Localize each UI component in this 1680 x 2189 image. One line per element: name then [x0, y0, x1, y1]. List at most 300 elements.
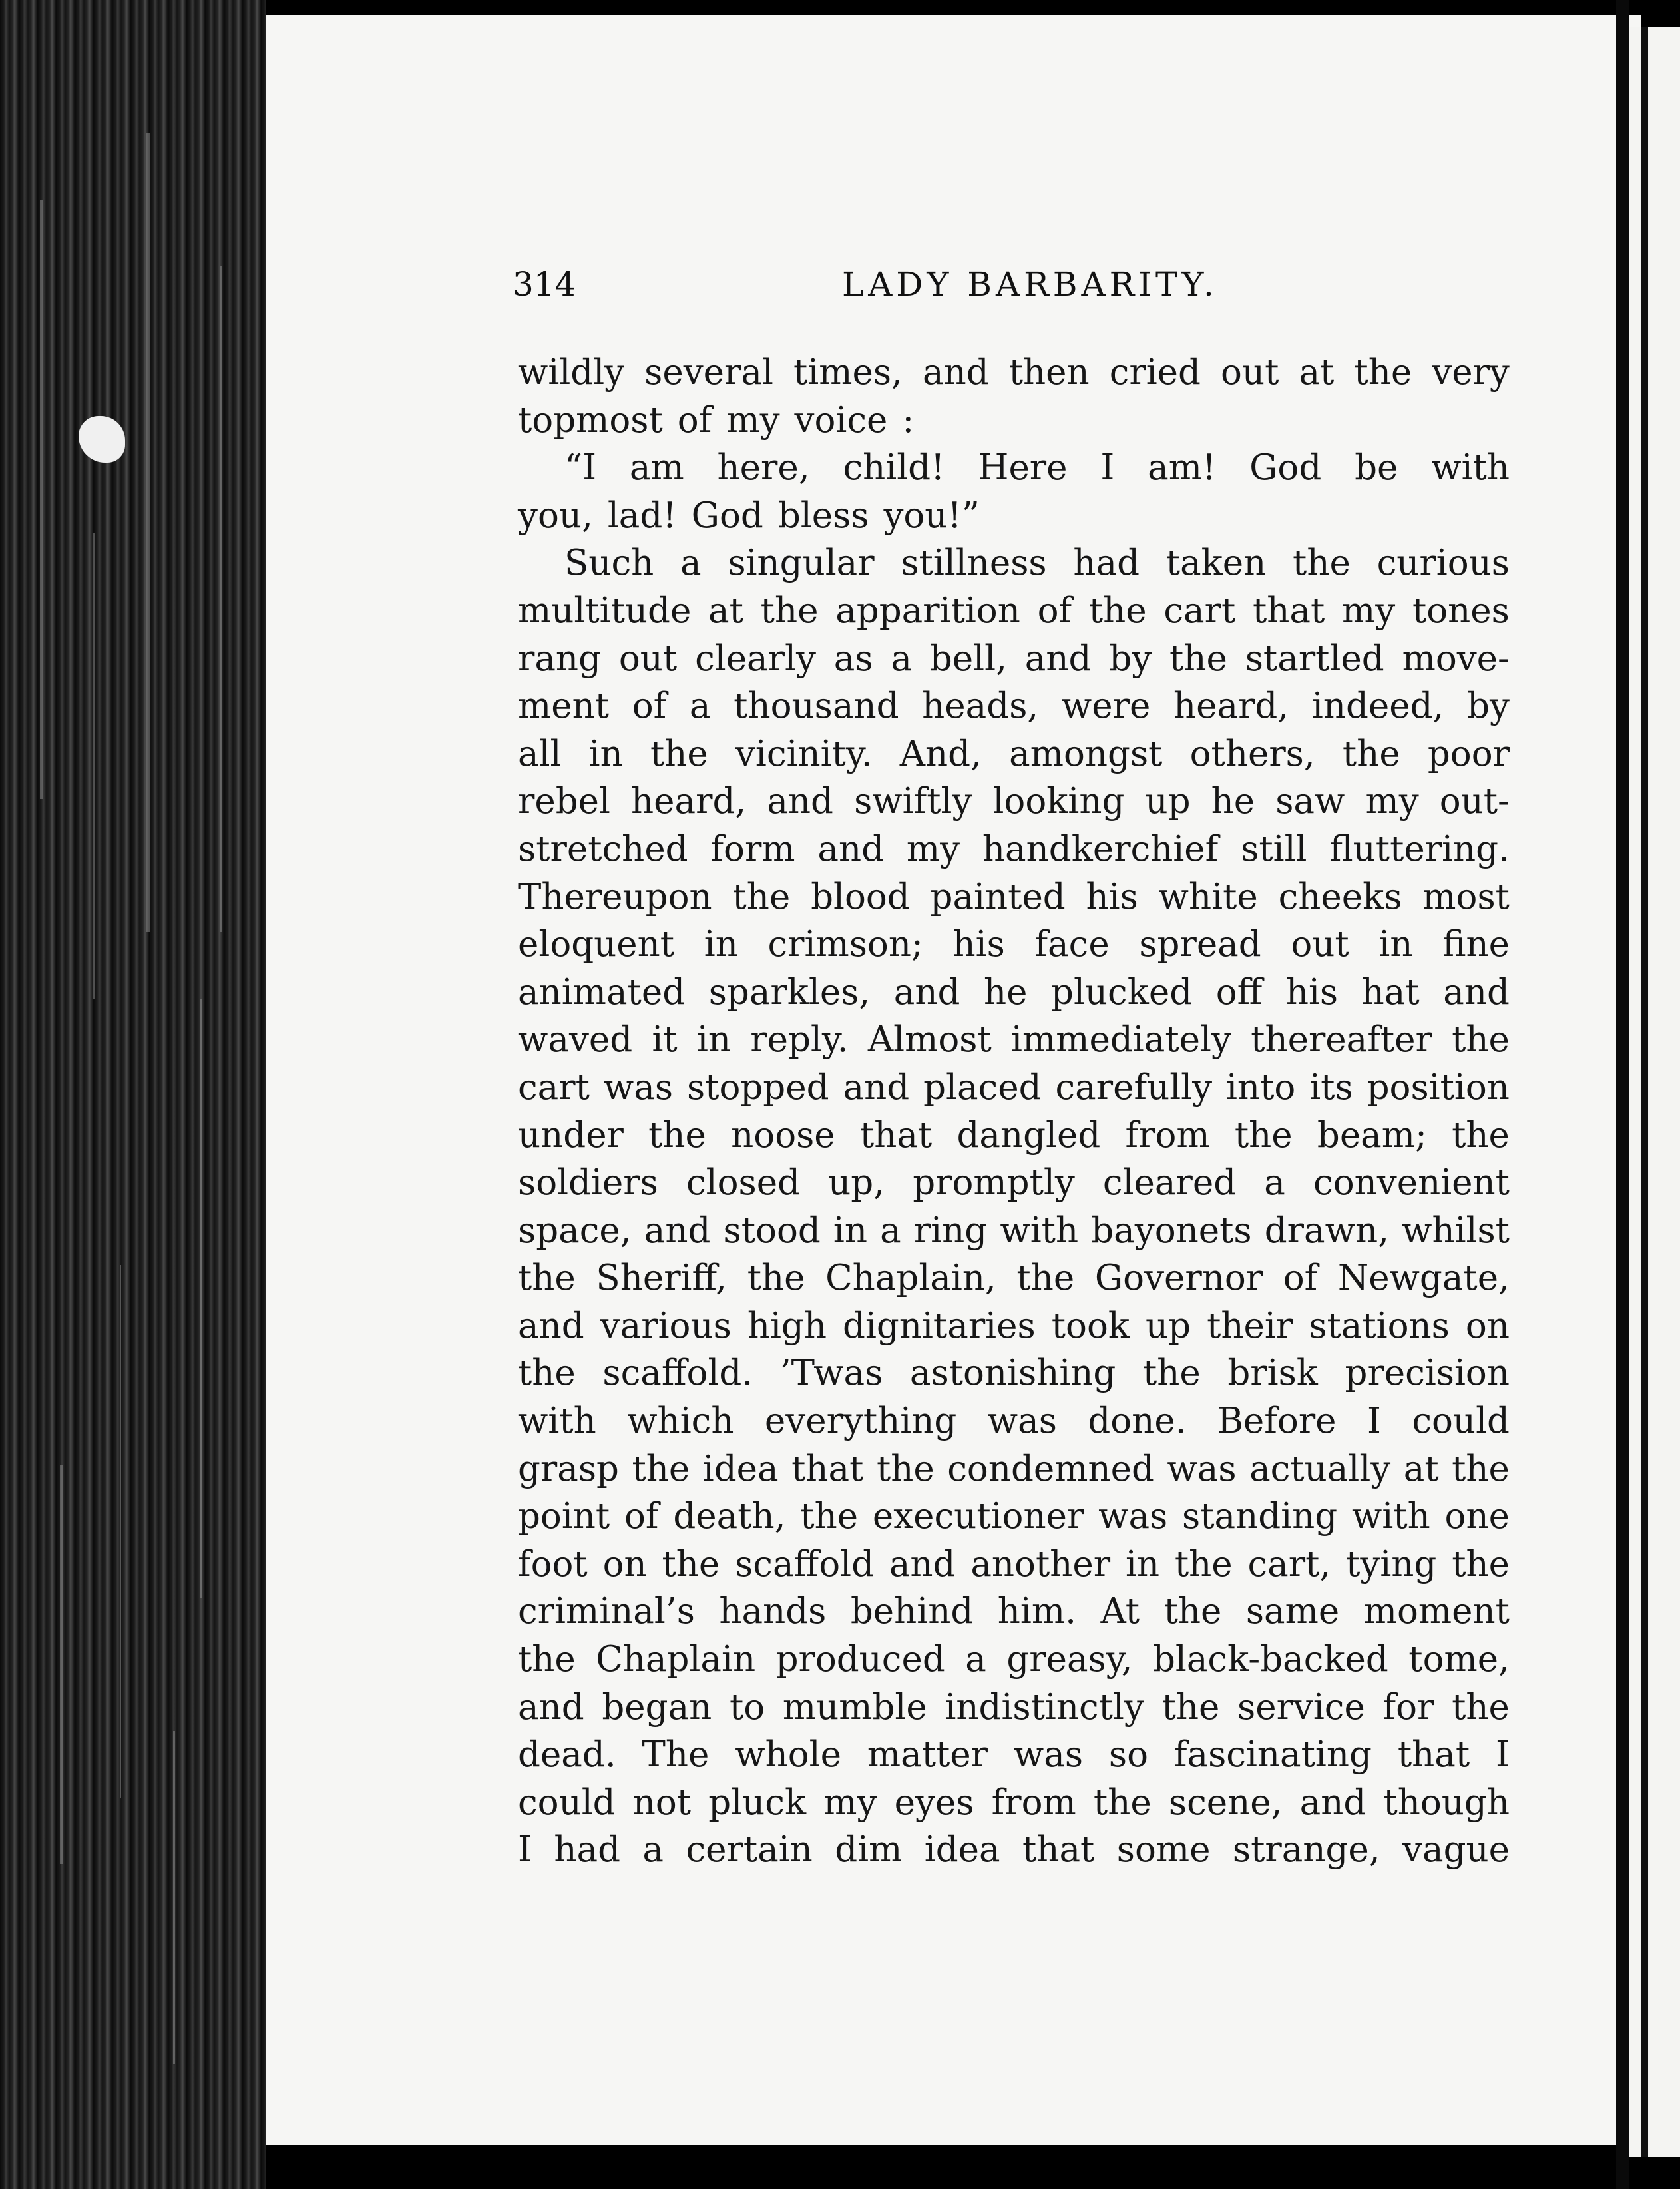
word: Thereupon — [518, 876, 712, 917]
word: of — [632, 686, 667, 727]
word: a — [680, 543, 702, 584]
word: in — [704, 924, 738, 965]
word: fluttering. — [1329, 828, 1510, 869]
word: by — [1467, 686, 1510, 727]
word: scaffold — [735, 1543, 874, 1584]
text-line — [518, 635, 1510, 683]
word: stations — [1309, 1305, 1450, 1346]
word: same — [1245, 1591, 1340, 1632]
word: produced — [775, 1639, 945, 1680]
text-line — [518, 1207, 1510, 1255]
word: stopped — [686, 1067, 829, 1108]
word: placed — [923, 1067, 1042, 1108]
word: astonishing — [909, 1353, 1116, 1394]
word: up — [1145, 781, 1191, 822]
word: began — [602, 1686, 712, 1728]
word: of — [624, 1496, 659, 1537]
word: certain — [686, 1829, 813, 1871]
word: bless — [777, 495, 869, 536]
text-line — [518, 730, 1510, 778]
word: several — [644, 352, 773, 393]
word: plucked — [1051, 971, 1193, 1013]
text-line — [518, 1159, 1510, 1207]
word: foot — [518, 1543, 588, 1584]
text-line — [518, 1731, 1510, 1779]
word: he — [1211, 781, 1255, 822]
word: Almost — [867, 1019, 992, 1061]
word: child! — [843, 447, 945, 489]
word: was — [1013, 1734, 1084, 1776]
word: God — [691, 495, 763, 536]
word: done. — [1088, 1401, 1187, 1442]
word: that — [1022, 1829, 1095, 1871]
word: on — [602, 1543, 647, 1584]
word: Chaplain — [596, 1639, 756, 1680]
word: waved — [518, 1019, 633, 1061]
word: and — [1299, 1782, 1366, 1823]
word: immediately — [1011, 1019, 1231, 1061]
word: in — [1378, 924, 1413, 965]
word: which — [627, 1401, 734, 1442]
word: that — [859, 1114, 933, 1156]
word: had — [1073, 543, 1140, 584]
word: my — [1342, 590, 1396, 631]
word: standing — [1182, 1496, 1338, 1537]
word: you!” — [883, 495, 980, 536]
word: here, — [717, 447, 810, 489]
word: out- — [1439, 781, 1510, 822]
word: could — [518, 1782, 616, 1823]
word: from — [1125, 1114, 1210, 1156]
word: am — [629, 447, 684, 489]
edge-streak — [60, 1465, 63, 1864]
word: saw — [1275, 781, 1345, 822]
word: the — [1452, 1686, 1510, 1728]
word: scaffold. — [602, 1353, 753, 1394]
word: stood — [723, 1210, 821, 1251]
word: was — [1098, 1496, 1168, 1537]
word: the — [1452, 1543, 1510, 1584]
word: some — [1116, 1829, 1211, 1871]
word: curious — [1376, 543, 1510, 584]
word: took — [1051, 1305, 1130, 1346]
word: cleared — [1102, 1162, 1237, 1204]
text-line — [518, 682, 1510, 730]
word: and — [893, 971, 960, 1013]
word: matter — [867, 1734, 988, 1776]
word: handkerchief — [982, 828, 1219, 869]
text-line — [518, 1493, 1510, 1541]
word: startled — [1245, 638, 1384, 679]
word: tying — [1346, 1543, 1437, 1584]
word: vicinity. — [735, 733, 873, 774]
word: cart — [518, 1067, 590, 1108]
body-text — [518, 349, 1510, 1874]
word: convenient — [1313, 1162, 1510, 1204]
word: was — [987, 1401, 1057, 1442]
word: and — [922, 352, 989, 393]
text-line — [518, 778, 1510, 826]
word: multitude — [518, 590, 692, 631]
word: actually — [1249, 1448, 1391, 1489]
word: with — [518, 1401, 596, 1442]
word: could — [1412, 1401, 1510, 1442]
word: position — [1366, 1067, 1510, 1108]
word: amongst — [1009, 733, 1163, 774]
word: the — [1354, 352, 1412, 393]
word: Here — [978, 447, 1068, 489]
word: And, — [899, 733, 982, 774]
word: move- — [1402, 638, 1510, 679]
word: I — [1366, 1401, 1381, 1442]
word: on — [1465, 1305, 1510, 1346]
text-line — [518, 587, 1510, 635]
word: fascinating — [1173, 1734, 1372, 1776]
word: dangled — [956, 1114, 1101, 1156]
word: mumble — [782, 1686, 927, 1728]
word: beam; — [1317, 1114, 1427, 1156]
word: whole — [735, 1734, 841, 1776]
word: black-backed — [1152, 1639, 1388, 1680]
word: Such — [564, 543, 654, 584]
word: the — [1142, 1353, 1201, 1394]
word: stillness — [901, 543, 1047, 584]
page-header — [513, 265, 1511, 318]
running-title: LADY BARBARITY. — [842, 265, 1218, 304]
text-line — [518, 1826, 1510, 1874]
word: that — [1252, 590, 1325, 631]
word: Before — [1217, 1401, 1337, 1442]
text-line — [518, 1541, 1510, 1588]
word: as — [833, 638, 873, 679]
word: another — [970, 1543, 1111, 1584]
word: greasy, — [1006, 1639, 1133, 1680]
word: was — [603, 1067, 674, 1108]
word: up — [1146, 1305, 1191, 1346]
word: the — [518, 1639, 576, 1680]
word: dead. — [518, 1734, 616, 1776]
word: the — [760, 590, 819, 631]
word: and — [518, 1305, 584, 1346]
adjacent-page-edge — [1629, 27, 1680, 2157]
page-number: 314 — [513, 265, 576, 304]
word: tones — [1412, 590, 1510, 631]
text-line — [518, 1684, 1510, 1732]
word: animated — [518, 971, 686, 1013]
word: its — [1309, 1067, 1353, 1108]
text-line — [518, 873, 1510, 921]
word: vague — [1402, 1829, 1510, 1871]
word: the — [632, 1448, 690, 1489]
word: sparkles, — [708, 971, 871, 1013]
text-line — [518, 1349, 1510, 1397]
word: dignitaries — [843, 1305, 1036, 1346]
word: off — [1215, 971, 1263, 1013]
word: bell, — [929, 638, 1007, 679]
word: into — [1225, 1067, 1296, 1108]
word: of — [677, 399, 712, 441]
word: a — [642, 1829, 664, 1871]
word: the — [648, 1114, 706, 1156]
word: heard, — [1173, 686, 1289, 727]
word: and — [817, 828, 885, 869]
text-line — [518, 1779, 1510, 1827]
word: carefully — [1055, 1067, 1213, 1108]
word: I — [1496, 1734, 1510, 1776]
word: under — [518, 1114, 624, 1156]
word: my — [823, 1782, 877, 1823]
word: “I — [564, 447, 597, 489]
word: am! — [1148, 447, 1217, 489]
word: heard, — [631, 781, 747, 822]
word: poor — [1427, 733, 1510, 774]
page-gutter — [1616, 0, 1629, 2189]
word: point — [518, 1496, 610, 1537]
word: a — [891, 638, 913, 679]
word: reply. — [750, 1019, 849, 1061]
word: and — [1443, 971, 1510, 1013]
word: you, — [518, 495, 593, 536]
text-line — [518, 1064, 1510, 1112]
word: precision — [1345, 1353, 1510, 1394]
word: behind — [850, 1591, 974, 1632]
text-line — [518, 826, 1510, 873]
word: the — [518, 1258, 576, 1299]
word: cheeks — [1278, 876, 1402, 917]
word: cart, — [1247, 1543, 1331, 1584]
word: a — [689, 686, 711, 727]
text-line — [518, 444, 1510, 492]
word: others, — [1189, 733, 1315, 774]
text-line — [518, 492, 1510, 540]
word: the — [1174, 1543, 1233, 1584]
edge-streak — [200, 999, 202, 1598]
word: that — [791, 1448, 864, 1489]
word: in — [696, 1019, 732, 1061]
word: and — [889, 1543, 956, 1584]
word: the — [650, 733, 708, 774]
word: in — [833, 1210, 868, 1251]
word: the — [1342, 733, 1400, 774]
word: swiftly — [854, 781, 972, 822]
word: Governor — [1094, 1258, 1263, 1299]
word: and — [1024, 638, 1092, 679]
word: Sheriff, — [596, 1258, 728, 1299]
word: one — [1444, 1496, 1510, 1537]
word: pluck — [708, 1782, 807, 1823]
word: the — [1452, 1019, 1510, 1061]
word: eyes — [894, 1782, 974, 1823]
word: painted — [930, 876, 1066, 917]
word: idea — [702, 1448, 779, 1489]
word: my — [906, 828, 960, 869]
word: crimson; — [767, 924, 923, 965]
word: lad! — [607, 495, 677, 536]
word: then — [1008, 352, 1090, 393]
book-edge — [0, 0, 266, 2189]
word: though — [1383, 1782, 1510, 1823]
edge-streak — [40, 200, 43, 799]
word: my — [726, 399, 780, 441]
word: heads, — [922, 686, 1039, 727]
word: at — [1299, 352, 1335, 393]
word: by — [1109, 638, 1152, 679]
word: drawn, — [1264, 1210, 1389, 1251]
word: his — [1086, 876, 1138, 917]
word: indistinctly — [945, 1686, 1144, 1728]
word: the — [1452, 1114, 1510, 1156]
edge-streak — [120, 1265, 121, 1798]
word: so — [1108, 1734, 1148, 1776]
word: very — [1432, 352, 1510, 393]
word: at — [708, 590, 743, 631]
word: the — [876, 1448, 935, 1489]
word: hat — [1361, 971, 1420, 1013]
word: apparition — [835, 590, 1020, 631]
word: wildly — [518, 352, 625, 393]
word: for — [1382, 1686, 1434, 1728]
edge-streak — [146, 133, 150, 932]
word: and — [518, 1686, 584, 1728]
word: moment — [1363, 1591, 1510, 1632]
word: cried — [1109, 352, 1201, 393]
word: I — [1100, 447, 1115, 489]
word: cart — [1163, 590, 1236, 631]
word: in — [1125, 1543, 1160, 1584]
word: spread — [1139, 924, 1261, 965]
word: the — [747, 1258, 805, 1299]
word: most — [1422, 876, 1510, 917]
word: the — [1016, 1258, 1075, 1299]
word: the — [1169, 638, 1227, 679]
word: voice — [794, 399, 888, 441]
word: criminal’s — [518, 1591, 695, 1632]
word: their — [1207, 1305, 1293, 1346]
word: thereafter — [1251, 1019, 1432, 1061]
word: At — [1100, 1591, 1140, 1632]
text-line — [518, 397, 1510, 445]
word: not — [632, 1782, 692, 1823]
word: at — [1403, 1448, 1439, 1489]
word: out — [1291, 924, 1349, 965]
word: with — [1352, 1496, 1430, 1537]
edge-streak — [173, 1731, 175, 2064]
word: his — [952, 924, 1005, 965]
word: and — [644, 1210, 711, 1251]
word: stretched — [518, 828, 688, 869]
word: high — [747, 1305, 827, 1346]
word: tome, — [1408, 1639, 1510, 1680]
word: executioner — [872, 1496, 1084, 1537]
word: rang — [518, 638, 601, 679]
text-line — [518, 539, 1510, 587]
word: be — [1355, 447, 1398, 489]
text-line — [518, 349, 1510, 397]
word: the — [662, 1543, 720, 1584]
edge-streak — [93, 533, 95, 999]
word: the — [1234, 1114, 1293, 1156]
word: the — [1452, 1448, 1510, 1489]
word: blood — [811, 876, 910, 917]
word: it — [652, 1019, 678, 1061]
word: bayonets — [1091, 1210, 1252, 1251]
word: whilst — [1402, 1210, 1510, 1251]
word: rebel — [518, 781, 610, 822]
word: a — [1264, 1162, 1285, 1204]
word: grasp — [518, 1448, 619, 1489]
word: ment — [518, 686, 610, 727]
word: out — [618, 638, 678, 679]
word: of — [1037, 590, 1072, 631]
word: soldiers — [518, 1162, 658, 1204]
word: my — [1365, 781, 1419, 822]
word: face — [1034, 924, 1110, 965]
word: to — [729, 1686, 765, 1728]
word: in — [588, 733, 623, 774]
text-line — [518, 921, 1510, 969]
word: all — [518, 733, 562, 774]
text-line — [518, 1254, 1510, 1302]
word: The — [642, 1734, 710, 1776]
word: brisk — [1227, 1353, 1318, 1394]
word: dim — [835, 1829, 903, 1871]
word: closed — [686, 1162, 801, 1204]
word: a — [965, 1639, 986, 1680]
word: from — [991, 1782, 1076, 1823]
word: eloquent — [518, 924, 675, 965]
word: a — [880, 1210, 901, 1251]
text-line — [518, 1302, 1510, 1350]
word: promptly — [913, 1162, 1075, 1204]
word: : — [902, 399, 915, 441]
word: various — [600, 1305, 732, 1346]
text-line — [518, 1016, 1510, 1064]
word: the — [1088, 590, 1147, 631]
word: with — [1431, 447, 1510, 489]
word: the — [800, 1496, 859, 1537]
word: that — [1397, 1734, 1470, 1776]
word: topmost — [518, 399, 663, 441]
word: indeed, — [1311, 686, 1444, 727]
word: hands — [719, 1591, 827, 1632]
word: condemned — [947, 1448, 1154, 1489]
word: looking — [992, 781, 1125, 822]
word: his — [1285, 971, 1339, 1013]
text-line — [518, 969, 1510, 1017]
word: had — [554, 1829, 621, 1871]
word: were — [1061, 686, 1151, 727]
word: taken — [1165, 543, 1267, 584]
word: singular — [728, 543, 875, 584]
word: and — [843, 1067, 910, 1108]
word: was — [1167, 1448, 1237, 1489]
word: the — [1093, 1782, 1152, 1823]
word: thousand — [734, 686, 899, 727]
adjacent-page-shadow — [1641, 27, 1648, 2157]
text-line — [518, 1397, 1510, 1445]
word: the — [732, 876, 791, 917]
word: ’Twas — [779, 1353, 883, 1394]
word: with — [1000, 1210, 1079, 1251]
edge-streak — [220, 266, 222, 932]
word: ring — [913, 1210, 988, 1251]
word: he — [984, 971, 1028, 1013]
word: times, — [793, 352, 903, 393]
word: I — [518, 1829, 532, 1871]
text-line — [518, 1636, 1510, 1684]
word: everything — [764, 1401, 957, 1442]
word: idea — [924, 1829, 1000, 1871]
